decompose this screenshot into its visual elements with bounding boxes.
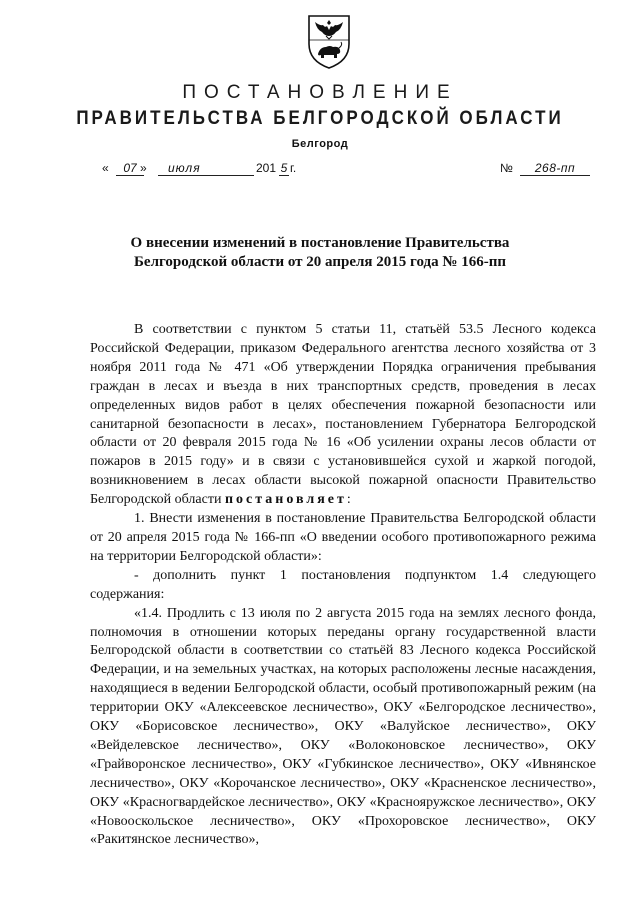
- date-year-digit: 5: [280, 161, 288, 175]
- document-number-label: №: [500, 161, 513, 175]
- resolves-word: постановляет: [224, 492, 347, 508]
- amendment-text-paragraph: «1.4. Продлить с 13 июля по 2 августа 2015 года на землях лесного фонда, полномочия в отношении которых переданы органу государственной власти Белгородской области в соответствии со статьёй 83 Лесного кодекса Российской Федерации, и на земельных участках, на которых расположены лесные насаждения, находящиеся в ведении Белгородской области, особый противопожарный режим (на территории ОКУ «Алексеевское лесничество», ОКУ «Белгородское лесничество», ОКУ «Борисовское лесничество», ОКУ «Валуйское лесничество», ОКУ «Вейделевское лесничество», ОКУ «Волоконовское лесничество», ОКУ «Грайворонское лесничество», ОКУ «Губкинское лесничество», ОКУ «Ивнянское лесничество», ОКУ «Корочанское лесничество», ОКУ «Красненское лесничество», ОКУ «Красногвардейское лесничество», ОКУ «Краснояружское лесничество», ОКУ «Новооскольское лесничество», ОКУ «Прохоровское лесничество», ОКУ «Ракитянское лесничество»,: [90, 605, 596, 848]
- document-body: [90, 321, 596, 850]
- date-close-quote: »: [140, 161, 147, 175]
- preamble-paragraph: [90, 321, 596, 510]
- issuing-authority: ПРАВИТЕЛЬСТВА БЕЛГОРОДСКОЙ ОБЛАСТИ: [76, 106, 564, 129]
- amendment-intro-paragraph: - дополнить пункт 1 постановления подпунктом 1.4 следующего содержания:: [90, 567, 596, 602]
- document-heading: [0, 234, 640, 272]
- date-year-prefix: 201: [256, 161, 277, 175]
- heading-line-2: Белгородской области от 20 апреля 2015 года № 166-пп: [134, 254, 506, 270]
- document-title: ПОСТАНОВЛЕНИЕ: [182, 82, 458, 103]
- date-day: 07: [116, 161, 144, 176]
- preamble-text: В соответствии с пунктом 5 статьи 11, статьёй 53.5 Лесного кодекса Российской Федерации, приказом Федерального агентства лесного хозяйства от 3 ноября 2011 года № 471 «Об утверждении Порядка ограничения пребывания граждан в лесах и въезда в них транспортных средств, проведения в лесах определенных видов работ в целях обеспечения пожарной безопасности или санитарной безопасности в лесах», постановлением Губернатора Белгородской области от 20 февраля 2015 года № 16 «Об усилении охраны лесов области от пожаров в 2015 году» и в связи с установившейся сухой и жаркой погодой, возникновением в лесах области высокой пожарной опасности Правительство Белгородской области: [90, 322, 596, 508]
- dateline: [96, 161, 596, 181]
- clause-1-paragraph: 1. Внести изменения в постановление Правительства Белгородской области от 20 апреля 2015 года № 166-пп «О введении особого противопожарного режима на территории Белгородской области»:: [90, 511, 596, 564]
- date-year-suffix: г.: [290, 161, 297, 175]
- coat-of-arms-icon: [306, 14, 352, 70]
- preamble-colon: :: [346, 492, 351, 508]
- city-name: Белгород: [291, 138, 349, 150]
- document-number: 268-пп: [520, 161, 590, 176]
- date-month: июля: [158, 161, 254, 176]
- heading-line-1: О внесении изменений в постановление Правительства: [130, 235, 510, 251]
- date-open-quote: «: [102, 161, 109, 175]
